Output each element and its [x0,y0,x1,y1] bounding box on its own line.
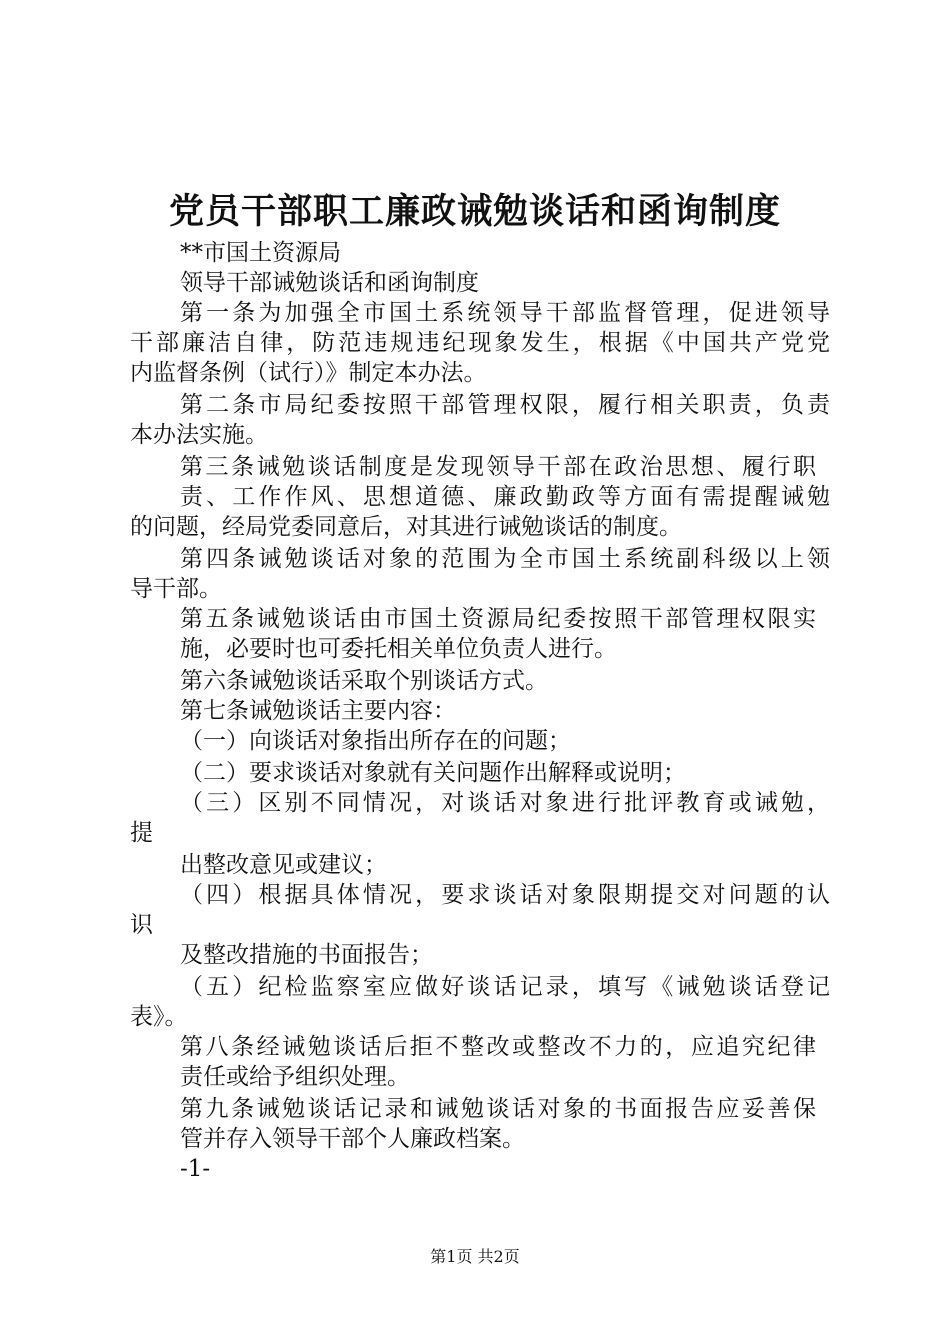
document-title: 党员干部职工廉政诫勉谈话和函询制度 [168,191,781,232]
text-line: 施，必要时也可委托相关单位负责人进行。 [180,636,617,662]
text-line: 管并存入领导干部个人廉政档案。 [180,1126,525,1152]
text-line: 责任或给予组织处理。 [180,1064,410,1090]
text-line: 导干部。 [130,576,222,602]
text-line: （五）纪检监察室应做好谈话记录，填写《诫勉谈话登记 [180,974,830,1000]
page-footer: 第1页 共2页 [430,1247,520,1266]
text-line: 内监督条例（试行）》制定本办法。 [130,360,487,386]
text-line: （二）要求谈话对象就有关问题作出解释或说明； [180,760,686,786]
text-line: 第五条诫勉谈话由市国土资源局纪委按照干部管理权限实 [180,606,816,632]
text-line: 第四条诫勉谈话对象的范围为全市国土系统副科级以上领 [180,546,830,572]
text-line: （四）根据具体情况，要求谈话对象限期提交对问题的认 [180,882,830,908]
text-line: 领导干部诫勉谈话和函询制度 [180,270,479,296]
text-line: 本办法实施。 [130,422,268,448]
text-line: 责、工作作风、思想道德、廉政勤政等方面有需提醒诫勉 [180,484,830,510]
text-line: 识 [130,912,153,938]
text-line: 第六条诫勉谈话采取个别谈话方式。 [180,668,548,694]
text-line: （三）区别不同情况，对谈话对象进行批评教育或诫勉， [180,790,830,816]
text-line: 第一条为加强全市国土系统领导干部监督管理，促进领导 [180,300,830,326]
text-line: （一）向谈话对象指出所存在的问题； [180,728,571,754]
text-line: **市国土资源局 [180,240,341,266]
text-line: 的问题，经局党委同意后，对其进行诫勉谈话的制度。 [130,514,682,540]
text-line: 第二条市局纪委按照干部管理权限，履行相关职责，负责 [180,392,830,418]
text-line: 第九条诫勉谈话记录和诫勉谈话对象的书面报告应妥善保 [180,1096,816,1122]
text-line: 提 [130,820,153,846]
text-line: 出整改意见或建议； [180,852,387,878]
text-line: 第七条诫勉谈话主要内容： [180,698,456,724]
text-line: 第三条诫勉谈话制度是发现领导干部在政治思想、履行职 [180,454,816,480]
text-line: 干部廉洁自律，防范违规违纪现象发生，根据《中国共产党党 [130,330,830,356]
text-line: 第八条经诫勉谈话后拒不整改或整改不力的，应追究纪律 [180,1034,816,1060]
text-line: 及整改措施的书面报告； [180,942,433,968]
page-marker: -1- [180,1156,211,1182]
text-line: 表》。 [130,1004,188,1030]
